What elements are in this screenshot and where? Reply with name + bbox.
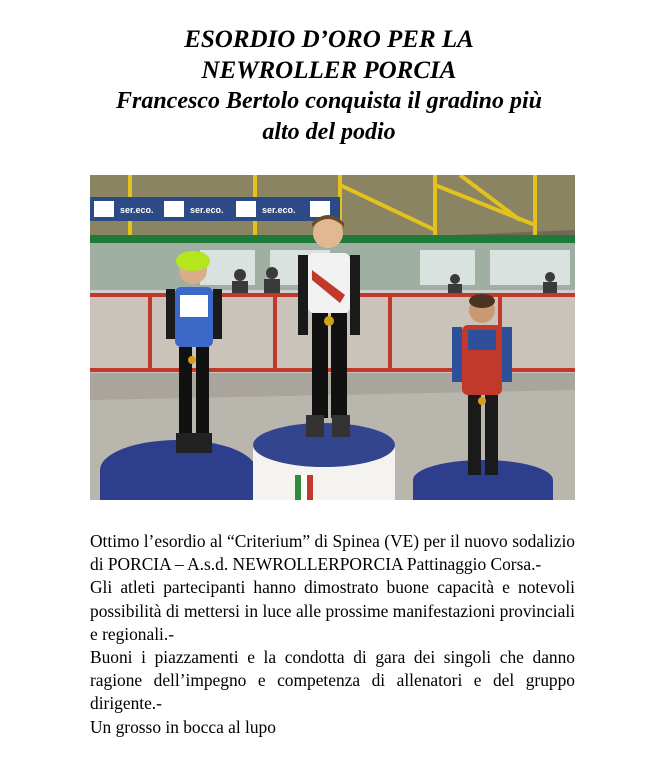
subtitle-line-1: Francesco Bertolo conquista il gradino più [115, 88, 543, 114]
article-title [0, 24, 658, 86]
paragraph-3: Buoni i piazzamenti e la condotta di gara dei singoli che danno ragione dell’impegno e competenza di allenatori e del gruppo dirigente.- [90, 647, 575, 714]
svg-text:ser.eco.: ser.eco. [190, 205, 224, 215]
paragraph-2: Gli atleti partecipanti hanno dimostrato buone capacità e notevoli possibilità di mettersi in luce alle prossime manifestazioni provinciali e regionali.- [90, 577, 575, 644]
podium-photo [90, 175, 575, 500]
paragraph-4: Un grosso in bocca al lupo [90, 716, 276, 737]
article-body [90, 530, 575, 739]
paragraph-1: Ottimo l’esordio al “Criterium” di Spinea (VE) per il nuovo sodalizio di PORCIA – A.s.d. NEWROLLERPORCIA Pattinaggio Corsa.- [90, 531, 575, 575]
svg-text:ser.eco.: ser.eco. [262, 205, 296, 215]
subtitle-line-2: alto del podio [262, 119, 396, 145]
banner-text: ser.eco. [120, 205, 154, 215]
article-subtitle [0, 86, 658, 148]
title-line-2: NEWROLLER PORCIA [201, 57, 457, 84]
title-line-1: ESORDIO D’ORO PER LA [184, 26, 474, 53]
